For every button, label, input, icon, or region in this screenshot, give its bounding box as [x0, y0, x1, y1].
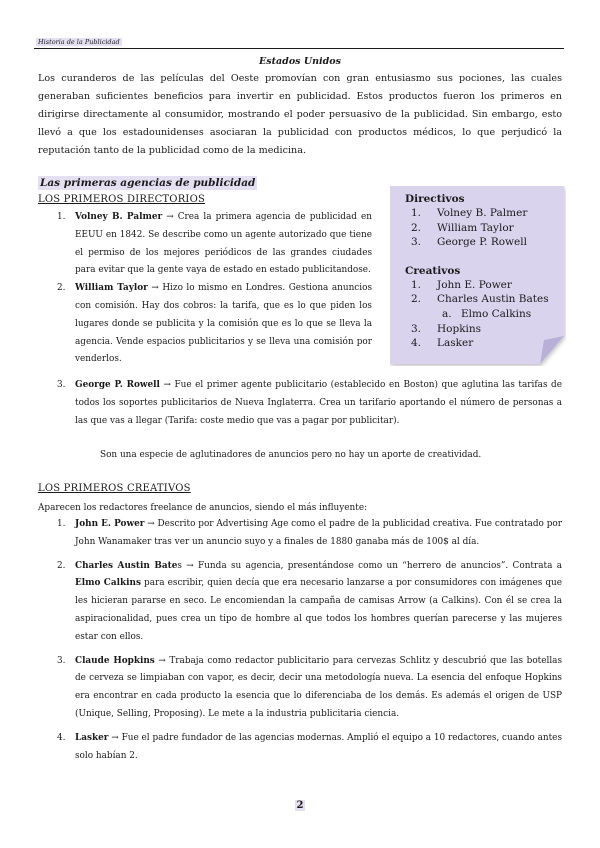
list-item: 2. William Taylor → Hizo lo mismo en Londres. Gestiona anuncios con comisión. Hay dos cobros: la tarifa, que es lo que piden los lugares donde se publicita y la comisión que es lo que se lleva la agencia. Vende espacios publicitarios y se lleva una comisión por venderlos.	[57, 283, 373, 365]
section-title: Estados Unidos	[259, 56, 341, 67]
list-item: 3. Claude Hopkins → Trabaja como redactor publicitario para cervezas Schlitz y descubrió que las botellas de cerveza se limpiaban con vapor, es decir, decir una metodología nueva. La esencia del enfoque Hopkins era encontrar en cada producto la esencia que lo diferenciaba de los demás. Es además el origen de USP (Unique, Selling, Proposing). Le mete a la industria publicitaria ciencia.	[57, 655, 563, 719]
intro-paragraph: Los curanderos de las películas del Oeste promovían con gran entusiasmo sus pociones, las cuales generaban suficientes beneficios para invertir en publicidad. Estos productos fueron los primeros en dirigirse directamente al consumidor, mostrando el poder persuasivo de la publicidad. Sin embargo, esto llevó a que los estadounidenses asociaran la publicidad con productos médicos, lo que perjudicó la reputación tanto de la publicidad como de la medicina.	[38, 73, 562, 156]
running-title: Historia de la Publicidad	[38, 38, 120, 46]
director-name: George P. Rowell	[75, 380, 160, 390]
creatives-heading: LOS PRIMEROS CREATIVOS	[38, 483, 191, 494]
sticky-note-content	[405, 192, 565, 351]
page-number: 2	[296, 800, 304, 811]
list-item: 3. George P. Rowell → Fue el primer agente publicitario (establecido en Boston) que aglutina las tarifas de todos los soportes publicitarios de Nueva Inglaterra. Crea un tarifario aportando el número de personas a las que vas a llegar (Tarifa: coste medio que vas a pagar por publicitar).	[57, 380, 562, 426]
sticky-note	[390, 186, 566, 366]
list-item: 1. John E. Power → Descrito por Advertising Age como el padre de la publicidad creativa. Fue contratado por John Wanamaker tras ver un anuncio suyo y a finales de 1880 ganaba más de 100$ al día.	[57, 519, 563, 547]
creative-name: John E. Power	[75, 519, 145, 529]
list-item: 1. John E. Power	[411, 278, 512, 291]
list-item: 2. Charles Austin Bates → Funda su agencia, presentándose como un “herrero de anuncios”. Contrata a Elmo Calkins para escribir, quien decía que era necesario lanzarse a por consumidores con imágenes que les hicieran pararse en seco. Le encomiendan la campaña de camisas Arrow (a Calkins). Con él se crea la aspiracionalidad, pues crea un tipo de hombre al que todos los hombres querían parecerse y las mujeres estar con ellos.	[57, 560, 562, 642]
creatives-lead: Aparecen los redactores freelance de anuncios, siendo el más influyente:	[38, 503, 368, 513]
directivos-title: Directivos	[405, 193, 465, 205]
directors-list-cont	[38, 377, 562, 430]
list-item: 4. Lasker → Fue el padre fundador de las agencias modernas. Amplió el equipo a 10 redactores, cuando antes solo habían 2.	[57, 732, 562, 761]
list-item: a. Elmo Calkins	[442, 307, 532, 320]
list-item: 1. Volney B. Palmer	[411, 207, 528, 219]
director-name: William Taylor	[75, 283, 148, 294]
directors-note: Son una especie de aglutinadores de anuncios pero no hay un aporte de creatividad.	[100, 450, 482, 460]
creative-name: Charles Austin Bate	[75, 560, 178, 571]
list-item: 4. Lasker	[411, 337, 474, 350]
list-item: 3. Hopkins	[411, 322, 482, 335]
directors-heading: LOS PRIMEROS DIRECTORIOS	[38, 194, 206, 205]
director-name: Volney B. Palmer	[75, 212, 163, 222]
list-item: 1. Volney B. Palmer → Crea la primera agencia de publicidad en EEUU en 1842. Se describe como un agente autorizado que tiene el permiso de los mejores periódicos de las grandes ciudades para evitar que la gente vaya de estado en estado publicitandose.	[57, 212, 372, 276]
creative-name: Lasker	[75, 732, 109, 743]
creatives-list	[38, 516, 562, 765]
list-item: 3. George P. Rowell	[411, 236, 527, 249]
list-item: 2. Charles Austin Bates	[411, 293, 549, 306]
creativos-title: Creativos	[405, 264, 461, 277]
list-item: 2. William Taylor	[411, 221, 514, 234]
creative-name: Claude Hopkins	[75, 655, 155, 666]
agencies-heading: Las primeras agencias de publicidad	[40, 177, 256, 189]
creative-name: Elmo Calkins	[75, 578, 141, 589]
directors-list	[38, 209, 372, 369]
